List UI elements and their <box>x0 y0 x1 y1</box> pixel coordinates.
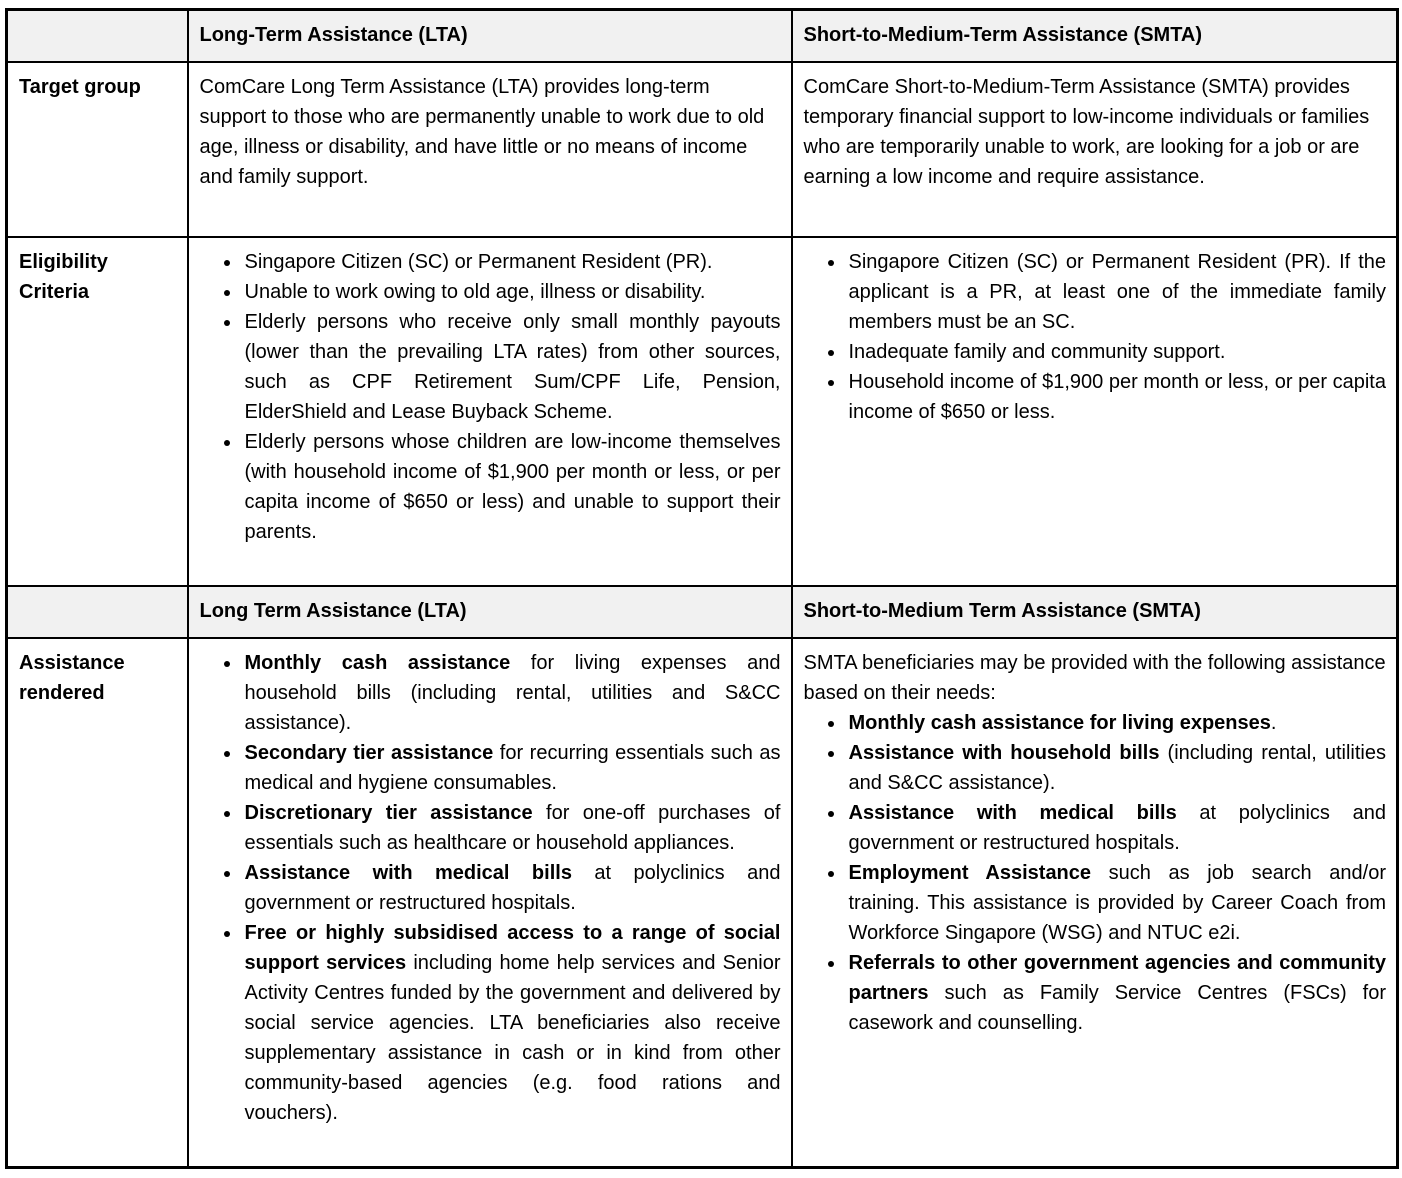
assistance-lta-cell <box>188 638 792 1168</box>
header-row-middle <box>7 586 1398 638</box>
row-label-assistance-rendered: Assistance rendered <box>7 638 188 1168</box>
bullet-item: • Monthly cash assistance for living expenses and household bills (including rental, utilities and S&CC assistance). <box>242 648 781 738</box>
header-mid-blank-cell <box>7 586 188 638</box>
bullet-item: • Elderly persons whose children are low-income themselves (with household income of $1,900 per month or less, or per capita income of $650 or less) and unable to support their parents. <box>242 427 781 547</box>
target-group-lta-cell <box>188 62 792 237</box>
bullet-item: • Free or highly subsidised access to a range of social support services including home help services and Senior Activity Centres funded by the government and delivered by social service agencies. LTA beneficiaries also receive supplementary assistance in cash or in kind from other community-based agencies (e.g. food rations and vouchers). <box>242 918 781 1128</box>
bullet-item: • Singapore Citizen (SC) or Permanent Resident (PR). <box>242 247 781 277</box>
assistance-smta-intro: SMTA beneficiaries may be provided with the following assistance based on their needs: <box>803 651 1386 704</box>
bullet-item: • Unable to work owing to old age, illness or disability. <box>242 277 781 307</box>
header-mid-smta: Short-to-Medium Term Assistance (SMTA) <box>792 586 1398 638</box>
bullet-item: • Discretionary tier assistance for one-off purchases of essentials such as healthcare or household appliances. <box>242 798 781 858</box>
bullet-item: • Secondary tier assistance for recurring essentials such as medical and hygiene consumables. <box>242 738 781 798</box>
bullet-item: • Assistance with medical bills at polyclinics and government or restructured hospitals. <box>242 858 781 918</box>
header-mid-lta: Long Term Assistance (LTA) <box>188 586 792 638</box>
target-group-lta-text: ComCare Long Term Assistance (LTA) provides long-term support to those who are permanently unable to work due to old age, illness or disability, and have little or no means of income and family support. <box>199 75 765 188</box>
comparison-table <box>5 8 1399 1169</box>
target-group-smta-text: ComCare Short-to-Medium-Term Assistance (SMTA) provides temporary financial support to low-income individuals or families who are temporarily unable to work, are looking for a job or are earning a low income and require assistance. <box>803 75 1370 188</box>
bullet-item: • Monthly cash assistance for living expenses. <box>846 708 1387 738</box>
assistance-smta-cell <box>792 638 1398 1168</box>
bullet-item: • Household income of $1,900 per month or less, or per capita income of $650 or less. <box>846 367 1387 427</box>
bullet-item: • Assistance with household bills (including rental, utilities and S&CC assistance). <box>846 738 1387 798</box>
bullet-item: • Singapore Citizen (SC) or Permanent Resident (PR). If the applicant is a PR, at least one of the immediate family members must be an SC. <box>846 247 1387 337</box>
bullet-item: • Employment Assistance such as job search and/or training. This assistance is provided by Career Coach from Workforce Singapore (WSG) and NTUC e2i. <box>846 858 1387 948</box>
eligibility-lta-cell <box>188 237 792 586</box>
header-blank-cell <box>7 10 188 62</box>
bullet-item: • Referrals to other government agencies and community partners such as Family Service Centres (FSCs) for casework and counselling. <box>846 948 1387 1038</box>
target-group-smta-cell <box>792 62 1398 237</box>
bullet-item: • Inadequate family and community support. <box>846 337 1387 367</box>
row-assistance-rendered <box>7 638 1398 1168</box>
assistance-smta-list <box>804 708 1387 1038</box>
eligibility-smta-list <box>804 247 1387 427</box>
row-eligibility-criteria <box>7 237 1398 586</box>
header-smta: Short-to-Medium-Term Assistance (SMTA) <box>792 10 1398 62</box>
header-row-top <box>7 10 1398 62</box>
bullet-item: • Elderly persons who receive only small monthly payouts (lower than the prevailing LTA rates) from other sources, such as CPF Retirement Sum/CPF Life, Pension, ElderShield and Lease Buyback Scheme. <box>242 307 781 427</box>
eligibility-smta-cell <box>792 237 1398 586</box>
row-label-target-group: Target group <box>7 62 188 237</box>
bullet-item: • Assistance with medical bills at polyclinics and government or restructured hospitals. <box>846 798 1387 858</box>
row-label-eligibility-criteria: Eligibility Criteria <box>7 237 188 586</box>
row-target-group <box>7 62 1398 237</box>
assistance-lta-list <box>200 648 781 1128</box>
eligibility-lta-list <box>200 247 781 547</box>
header-lta: Long-Term Assistance (LTA) <box>188 10 792 62</box>
